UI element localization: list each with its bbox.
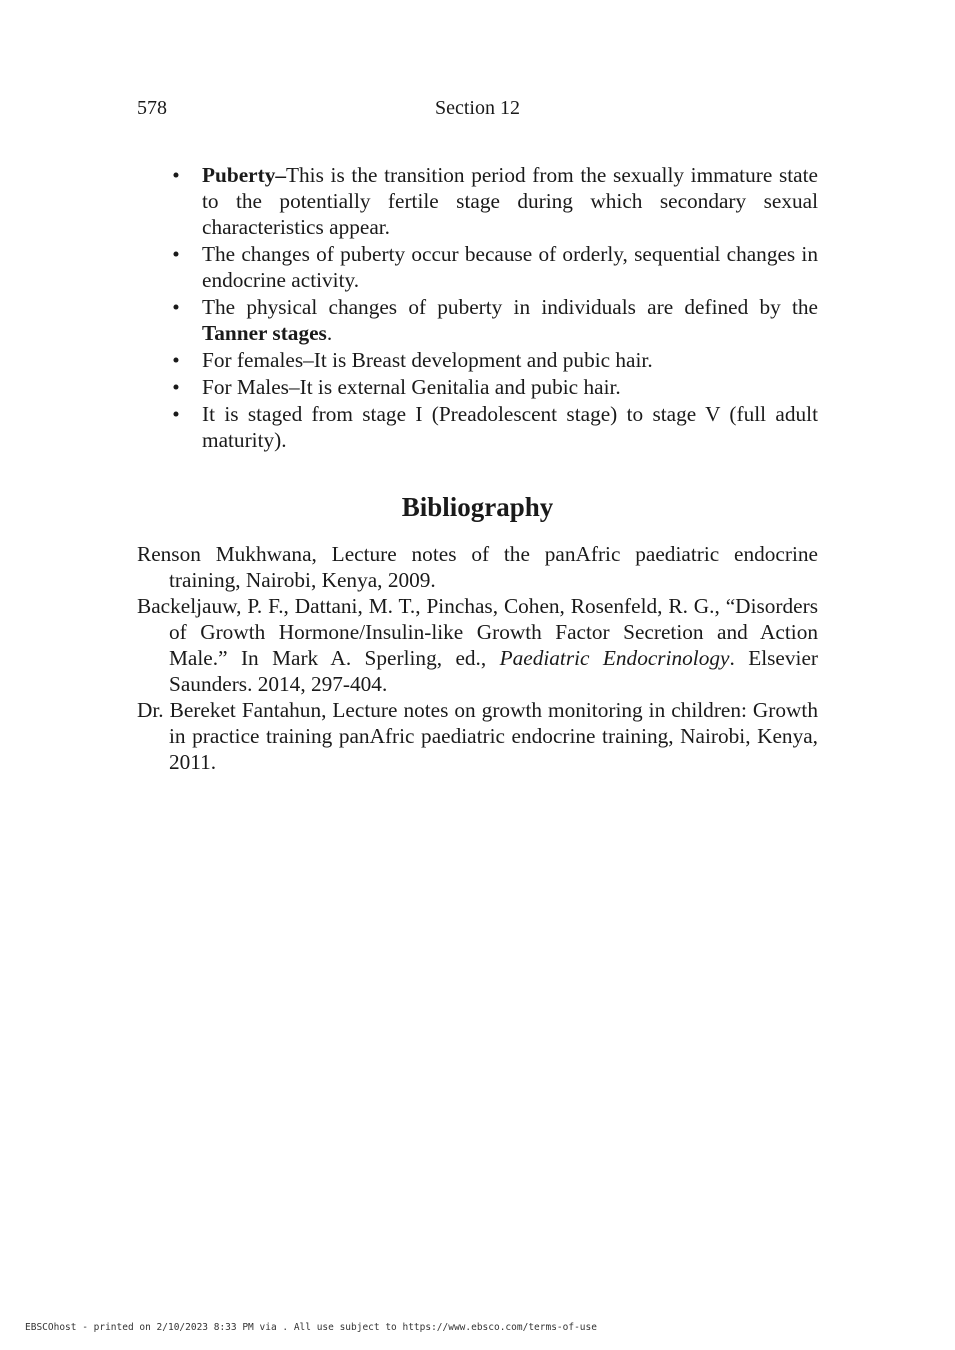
running-head: Section 12 bbox=[435, 97, 520, 119]
bullet-item bbox=[168, 347, 818, 373]
bullet-icon: • bbox=[172, 163, 180, 187]
bullet-bold-term: Puberty– bbox=[202, 163, 286, 187]
bullet-item bbox=[168, 401, 818, 453]
bullet-text: For Males–It is external Genitalia and pubic hair. bbox=[202, 375, 621, 399]
page-number: 578 bbox=[137, 97, 167, 119]
bullet-item bbox=[168, 294, 818, 346]
ebsco-footer: EBSCOhost - printed on 2/10/2023 8:33 PM via . All use subject to https://www.ebsco.com/terms-of-use bbox=[25, 1322, 597, 1333]
bullet-text: This is the transition period from the sexually immature state to the potentially fertile stage during which secondary sexual characteristics appear. bbox=[202, 163, 818, 239]
bibliography-entry-text: Renson Mukhwana, Lecture notes of the panAfric paediatric endocrine training, Nairobi, Kenya, 2009. bbox=[137, 542, 818, 592]
bibliography-entry-text: Dr. Bereket Fantahun, Lecture notes on growth monitoring in children: Growth in practice training panAfric paediatric endocrine training, Nairobi, Kenya, 2011. bbox=[137, 698, 818, 774]
bullet-item bbox=[168, 241, 818, 293]
bullet-text: The physical changes of puberty in individuals are defined by the bbox=[202, 295, 818, 319]
bibliography-entry-text: Backeljauw, P. F., Dattani, M. T., Pinchas, Cohen, Rosenfeld, R. G., “Disorders of Growth Hormone/Insulin-like Growth Factor Secretion and Action Male.” In Mark A. Sperling, ed., bbox=[137, 594, 818, 670]
bullet-icon: • bbox=[172, 242, 180, 266]
bibliography-heading: Bibliography bbox=[401, 492, 554, 522]
bibliography-entry bbox=[137, 541, 818, 593]
bibliography-book-title: Paediatric Endocrinology bbox=[499, 646, 730, 670]
bullet-icon: • bbox=[172, 402, 180, 426]
puberty-bullet-list bbox=[168, 162, 818, 454]
bullet-text: The changes of puberty occur because of orderly, sequential changes in endocrine activity. bbox=[202, 242, 818, 292]
bullet-text: For females–It is Breast development and pubic hair. bbox=[202, 348, 653, 372]
bullet-icon: • bbox=[172, 348, 180, 372]
bullet-punctuation: . bbox=[326, 321, 333, 345]
bullet-item bbox=[168, 374, 818, 400]
bibliography-entry bbox=[137, 697, 818, 775]
bullet-icon: • bbox=[172, 295, 180, 319]
bullet-item bbox=[168, 162, 818, 240]
bibliography-entry-text: . Elsevier Saunders. 2014, 297-404. bbox=[169, 646, 818, 696]
bullet-bold-term: Tanner stages bbox=[202, 321, 327, 345]
bibliography-entry bbox=[137, 593, 818, 697]
bullet-icon: • bbox=[172, 375, 180, 399]
bibliography-list bbox=[137, 541, 818, 775]
bullet-text: It is staged from stage I (Preadolescent stage) to stage V (full adult maturity). bbox=[202, 402, 818, 452]
